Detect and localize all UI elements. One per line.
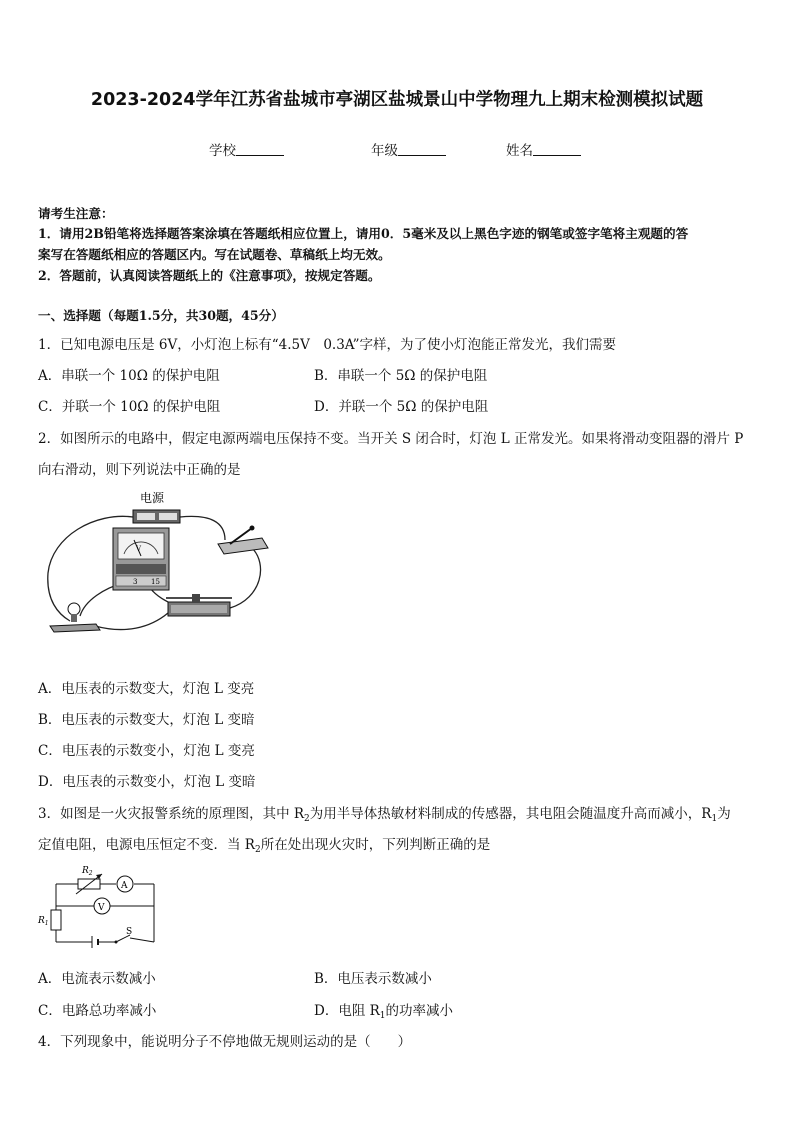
q1-option-a: A．串联一个 10Ω 的保护电阻 — [38, 368, 220, 384]
page-title: 2023-2024学年江苏省盐城市亭湖区盐城景山中学物理九上期末检测模拟试题 — [90, 90, 704, 110]
voltmeter — [113, 528, 169, 590]
power-source-label: 电源 — [140, 491, 165, 505]
school-field — [209, 139, 284, 159]
notice-heading: 请考生注意： — [38, 206, 114, 221]
svg-text:A: A — [121, 881, 128, 891]
q3-option-a: A．电流表示数减小 — [38, 971, 156, 987]
q2-circuit-figure — [40, 488, 276, 638]
battery — [92, 936, 98, 948]
wire — [230, 548, 261, 608]
q3-stem-1: 3．如图是一火灾报警系统的原理图，其中 $R_2$为用半导体热敏材料制成的传感器，其电阻会随温度升高而减小，$R_1$为 — [38, 806, 731, 824]
lamp — [50, 603, 100, 632]
q3-circuit-figure — [36, 862, 160, 952]
r2-label: $R_2$ — [82, 866, 93, 877]
q3-option-d: D．电阻 $R_1$的功率减小 — [314, 1003, 454, 1021]
name-label: 姓名 — [506, 143, 533, 159]
q2-stem-1: 2．如图所示的电路中，假定电源两端电压保持不变。当开关 S 闭合时，灯泡 L 正常发光。如果将滑动变阻器的滑片 P — [38, 431, 744, 447]
q2-option-a: A．电压表的示数变大，灯泡 L 变亮 — [38, 681, 255, 697]
q3-stem-2: 定值电阻，电源电压恒定不变．当 $R_2$所在处出现火灾时，下列判断正确的是 — [38, 837, 491, 855]
q3-option-b: B．电压表示数减小 — [314, 971, 432, 987]
q1-stem: 1．已知电源电压是 6V，小灯泡上标有“4.5V 0.3A”字样，为了使小灯泡能正常发光，我们需要 — [38, 337, 616, 353]
wire — [95, 613, 168, 630]
r1-label: $R_1$ — [38, 916, 49, 927]
svg-text:V: V — [98, 903, 105, 913]
notice-line-1: 1．请用2B铅笔将选择题答案涂填在答题纸相应位置上，请用0．5毫米及以上黑色字迹的钢笔或签字笔将主观题的答 — [38, 226, 689, 241]
section-heading: 一、选择题（每题1.5分，共30题，45分） — [38, 308, 284, 323]
notice-line-1b: 案写在答题纸相应的答题区内。写在试题卷、草稿纸上均无效。 — [38, 247, 391, 262]
voltmeter-range-15: 15 — [151, 578, 160, 586]
q2-option-b: B．电压表的示数变大，灯泡 L 变暗 — [38, 712, 255, 728]
q2-option-d: D．电压表的示数变小，灯泡 L 变暗 — [38, 774, 256, 790]
q2-option-c: C．电压表的示数变小，灯泡 L 变亮 — [38, 743, 255, 759]
resistor-r1 — [51, 910, 61, 930]
school-label: 学校 — [209, 143, 236, 159]
battery-pack — [133, 510, 180, 523]
svg-text:S: S — [126, 927, 133, 937]
wire — [180, 516, 225, 540]
q4-stem: 4．下列现象中，能说明分子不停地做无规则运动的是（ ） — [38, 1034, 412, 1050]
name-field — [506, 139, 581, 159]
rheostat — [166, 594, 232, 616]
name-blank — [533, 143, 581, 156]
grade-blank — [398, 143, 446, 156]
grade-label: 年级 — [371, 143, 398, 159]
grade-field — [371, 139, 446, 159]
voltmeter-range-3: 3 — [133, 578, 138, 586]
school-blank — [236, 143, 284, 156]
q2-stem-2: 向右滑动，则下列说法中正确的是 — [38, 462, 241, 478]
switch — [115, 927, 133, 944]
q1-option-b: B．串联一个 5Ω 的保护电阻 — [314, 368, 488, 384]
q1-option-d: D．并联一个 5Ω 的保护电阻 — [314, 399, 489, 415]
q1-option-c: C．并联一个 10Ω 的保护电阻 — [38, 399, 221, 415]
q3-option-c: C．电路总功率减小 — [38, 1003, 157, 1019]
notice-line-2: 2．答题前，认真阅读答题纸上的《注意事项》，按规定答题。 — [38, 268, 381, 283]
svg-text:V: V — [136, 545, 142, 553]
